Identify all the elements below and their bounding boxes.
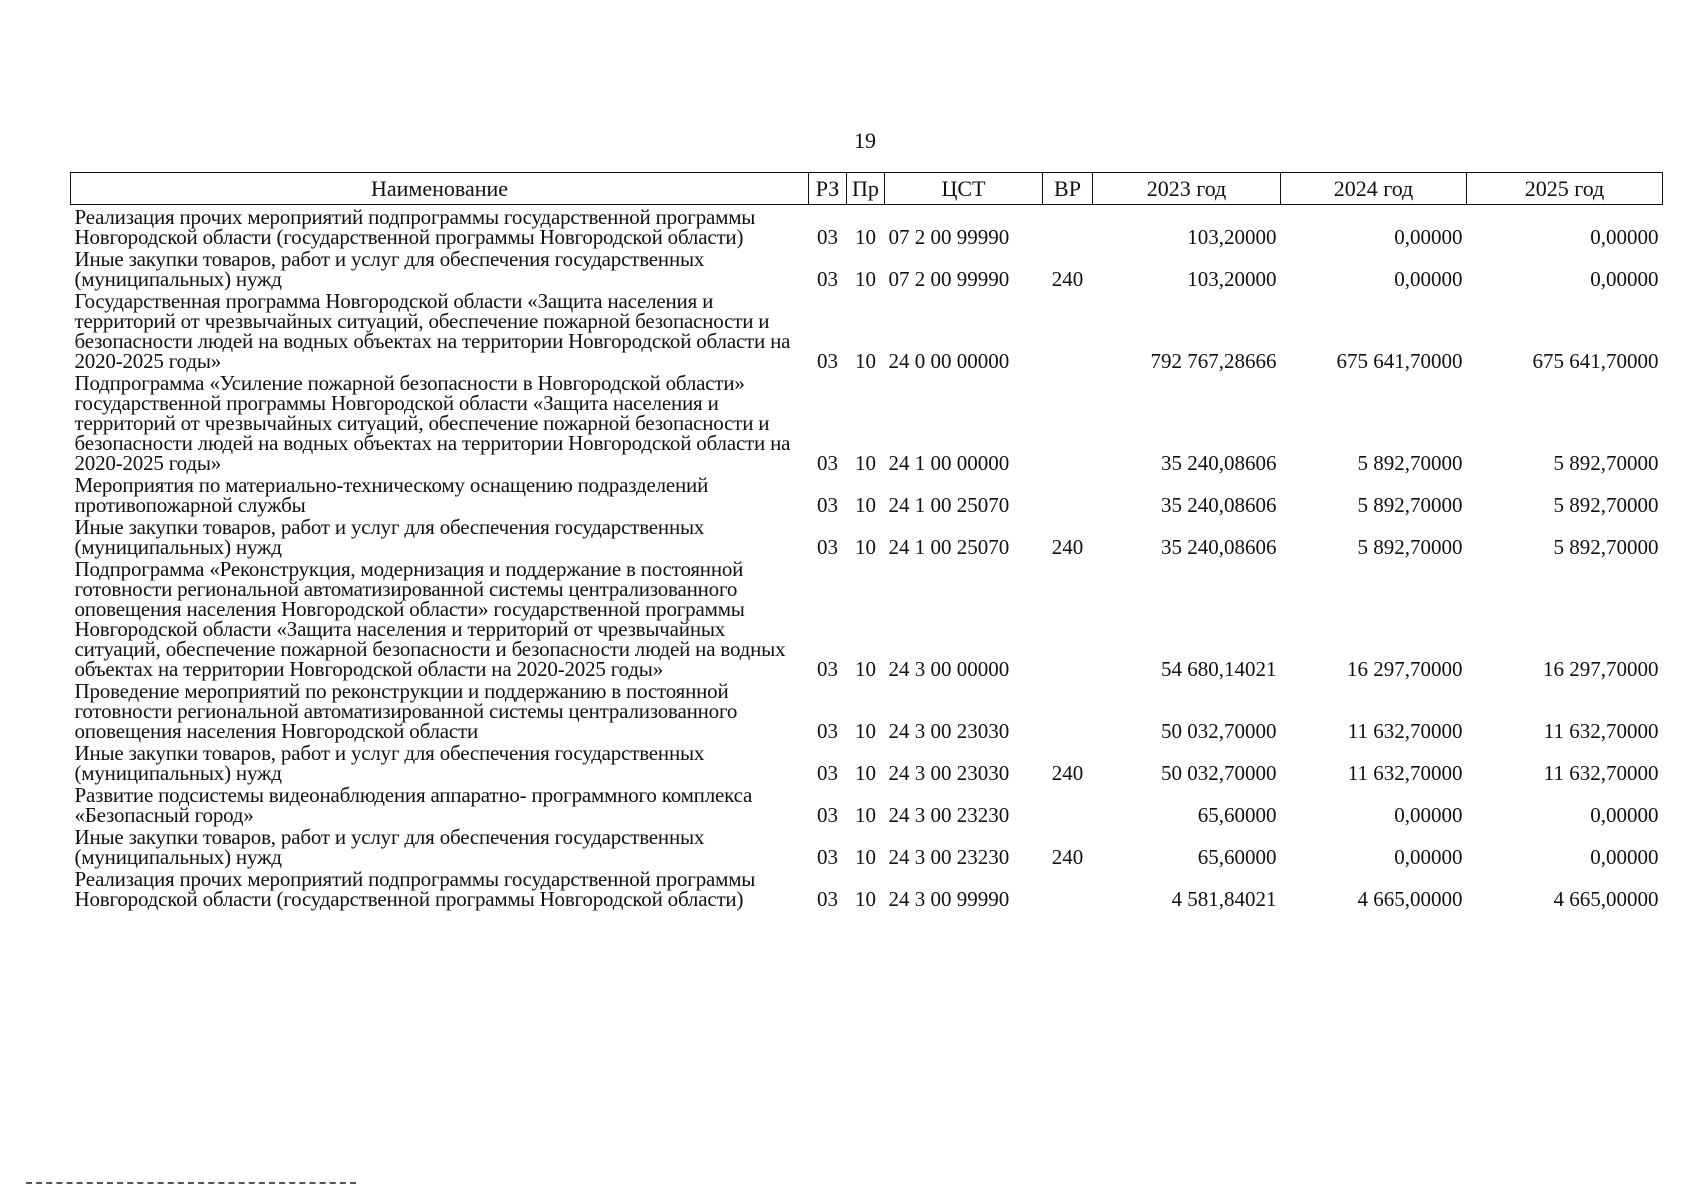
row-rz: 03 bbox=[817, 657, 838, 681]
row-rz: 03 bbox=[817, 845, 838, 869]
row-name: Иные закупки товаров, работ и услуг для обеспечения государственных (муниципальных) нужд bbox=[74, 825, 705, 869]
row-vr: 240 bbox=[1051, 845, 1084, 869]
row-cst: 24 1 00 00000 bbox=[888, 451, 1010, 475]
row-2023: 35 240,08606 bbox=[1161, 535, 1277, 559]
row-pr: 10 bbox=[855, 719, 876, 743]
row-name: Проведение мероприятий по реконструкции и поддержанию в постоянной готовности региональной автоматизированной системы централизованного оповещения населения Новгородской области bbox=[74, 679, 738, 743]
row-rz: 03 bbox=[817, 349, 838, 373]
row-pr: 10 bbox=[855, 803, 876, 827]
row-2024: 11 632,70000 bbox=[1347, 761, 1463, 785]
row-2025: 11 632,70000 bbox=[1543, 761, 1659, 785]
table-row bbox=[71, 289, 1663, 371]
row-2025: 0,00000 bbox=[1590, 803, 1659, 827]
row-2024: 0,00000 bbox=[1394, 225, 1463, 249]
row-2025: 675 641,70000 bbox=[1532, 349, 1659, 373]
row-rz: 03 bbox=[817, 719, 838, 743]
header-pr: Пр bbox=[847, 173, 885, 205]
row-2023: 35 240,08606 bbox=[1161, 451, 1277, 475]
budget-table bbox=[70, 172, 1663, 909]
row-rz: 03 bbox=[817, 761, 838, 785]
row-2024: 0,00000 bbox=[1394, 267, 1463, 291]
row-2023: 50 032,70000 bbox=[1161, 719, 1277, 743]
row-rz: 03 bbox=[817, 535, 838, 559]
header-rz: РЗ bbox=[809, 173, 847, 205]
row-name: Иные закупки товаров, работ и услуг для обеспечения государственных (муниципальных) нужд bbox=[74, 247, 705, 291]
row-2023: 103,20000 bbox=[1187, 267, 1277, 291]
row-2023: 65,60000 bbox=[1197, 803, 1277, 827]
row-2023: 54 680,14021 bbox=[1161, 657, 1277, 681]
table-header-row bbox=[71, 173, 1663, 205]
row-vr bbox=[1043, 289, 1093, 371]
table-row bbox=[71, 825, 1663, 867]
header-2023: 2023 год bbox=[1093, 173, 1281, 205]
row-vr: 240 bbox=[1051, 267, 1084, 291]
row-cst: 24 1 00 25070 bbox=[888, 535, 1010, 559]
row-2025: 0,00000 bbox=[1590, 845, 1659, 869]
row-name: Подпрограмма «Реконструкция, модернизация и поддержание в постоянной готовности региональной автоматизированной системы централизованного оповещения населения Новгородской области» государственной программы Новгородской области «Защита населения и территорий от чрезвычайных ситуаций, обеспечение пожарной безопасности и безопасности людей на водных объектах на территории Новгородской области на 2020-2025 годы» bbox=[74, 557, 786, 681]
row-pr: 10 bbox=[855, 887, 876, 911]
row-2023: 103,20000 bbox=[1187, 225, 1277, 249]
row-name: Реализация прочих мероприятий подпрограммы государственной программы Новгородской области (государственной программы Новгородской области) bbox=[74, 867, 756, 911]
row-pr: 10 bbox=[855, 225, 876, 249]
row-2025: 5 892,70000 bbox=[1553, 535, 1659, 559]
row-2025: 0,00000 bbox=[1590, 225, 1659, 249]
row-name: Иные закупки товаров, работ и услуг для обеспечения государственных (муниципальных) нужд bbox=[74, 515, 705, 559]
row-cst: 24 3 00 99990 bbox=[888, 887, 1010, 911]
row-2023: 65,60000 bbox=[1197, 845, 1277, 869]
table-row bbox=[71, 867, 1663, 909]
row-vr bbox=[1043, 371, 1093, 473]
row-pr: 10 bbox=[855, 535, 876, 559]
row-cst: 24 3 00 23230 bbox=[888, 845, 1010, 869]
row-cst: 24 1 00 25070 bbox=[888, 493, 1010, 517]
row-rz: 03 bbox=[817, 493, 838, 517]
row-rz: 03 bbox=[817, 887, 838, 911]
row-vr: 240 bbox=[1051, 761, 1084, 785]
header-cst: ЦСТ bbox=[885, 173, 1043, 205]
row-2024: 0,00000 bbox=[1394, 845, 1463, 869]
row-2024: 5 892,70000 bbox=[1357, 451, 1463, 475]
header-2024: 2024 год bbox=[1281, 173, 1467, 205]
row-2024: 5 892,70000 bbox=[1357, 493, 1463, 517]
table-row bbox=[71, 741, 1663, 783]
row-vr bbox=[1043, 867, 1093, 909]
row-name: Иные закупки товаров, работ и услуг для обеспечения государственных (муниципальных) нужд bbox=[74, 741, 705, 785]
header-vr: ВР bbox=[1043, 173, 1093, 205]
row-name: Мероприятия по материально-техническому оснащению подразделений противопожарной службы bbox=[74, 473, 709, 517]
row-rz: 03 bbox=[817, 267, 838, 291]
row-name: Реализация прочих мероприятий подпрограммы государственной программы Новгородской области (государственной программы Новгородской области) bbox=[74, 205, 756, 249]
row-name: Подпрограмма «Усиление пожарной безопасности в Новгородской области» государственной программы Новгородской области «Защита населения и территорий от чрезвычайных ситуаций, обеспечение пожарной безопасности и безопасности людей на водных объектах на территории Новгородской области на 2020-2025 годы» bbox=[74, 371, 791, 475]
row-rz: 03 bbox=[817, 225, 838, 249]
row-name: Развитие подсистемы видеонаблюдения аппаратно- программного комплекса «Безопасный город» bbox=[74, 783, 753, 827]
table-row bbox=[71, 679, 1663, 741]
row-2024: 0,00000 bbox=[1394, 803, 1463, 827]
row-2024: 11 632,70000 bbox=[1347, 719, 1463, 743]
row-cst: 24 3 00 23030 bbox=[888, 761, 1010, 785]
row-2025: 5 892,70000 bbox=[1553, 493, 1659, 517]
row-vr bbox=[1043, 557, 1093, 679]
row-cst: 24 0 00 00000 bbox=[888, 349, 1010, 373]
row-2023: 35 240,08606 bbox=[1161, 493, 1277, 517]
row-pr: 10 bbox=[855, 845, 876, 869]
table-row bbox=[71, 205, 1663, 248]
page-number: 19 bbox=[854, 128, 876, 153]
table-body bbox=[71, 205, 1663, 910]
header-name: Наименование bbox=[71, 173, 809, 205]
row-vr bbox=[1043, 473, 1093, 515]
row-pr: 10 bbox=[855, 493, 876, 517]
row-pr: 10 bbox=[855, 349, 876, 373]
row-cst: 07 2 00 99990 bbox=[888, 225, 1010, 249]
row-name: Государственная программа Новгородской области «Защита населения и территорий от чрезвычайных ситуаций, обеспечение пожарной безопасности и безопасности людей на водных объектах на территории Новгородской области на 2020-2025 годы» bbox=[74, 289, 791, 373]
row-2025: 11 632,70000 bbox=[1543, 719, 1659, 743]
row-cst: 24 3 00 23230 bbox=[888, 803, 1010, 827]
row-rz: 03 bbox=[817, 803, 838, 827]
row-vr bbox=[1043, 783, 1093, 825]
header-2025: 2025 год bbox=[1467, 173, 1663, 205]
row-2024: 4 665,00000 bbox=[1357, 887, 1463, 911]
row-cst: 07 2 00 99990 bbox=[888, 267, 1010, 291]
table-row bbox=[71, 557, 1663, 679]
row-2023: 4 581,84021 bbox=[1171, 887, 1277, 911]
row-2025: 0,00000 bbox=[1590, 267, 1659, 291]
row-pr: 10 bbox=[855, 761, 876, 785]
row-cst: 24 3 00 23030 bbox=[888, 719, 1010, 743]
table-row bbox=[71, 371, 1663, 473]
row-pr: 10 bbox=[855, 657, 876, 681]
row-2024: 16 297,70000 bbox=[1347, 657, 1463, 681]
row-pr: 10 bbox=[855, 451, 876, 475]
row-2025: 16 297,70000 bbox=[1543, 657, 1659, 681]
row-2025: 5 892,70000 bbox=[1553, 451, 1659, 475]
row-2023: 50 032,70000 bbox=[1161, 761, 1277, 785]
row-vr: 240 bbox=[1051, 535, 1084, 559]
row-cst: 24 3 00 00000 bbox=[888, 657, 1010, 681]
row-vr bbox=[1043, 205, 1093, 248]
table-row bbox=[71, 515, 1663, 557]
row-pr: 10 bbox=[855, 267, 876, 291]
row-rz: 03 bbox=[817, 451, 838, 475]
row-2024: 5 892,70000 bbox=[1357, 535, 1463, 559]
row-vr bbox=[1043, 679, 1093, 741]
table-row bbox=[71, 473, 1663, 515]
row-2024: 675 641,70000 bbox=[1336, 349, 1463, 373]
row-2023: 792 767,28666 bbox=[1150, 349, 1277, 373]
table-row bbox=[71, 247, 1663, 289]
row-2025: 4 665,00000 bbox=[1553, 887, 1659, 911]
footer-divider bbox=[26, 1182, 356, 1184]
table-row bbox=[71, 783, 1663, 825]
